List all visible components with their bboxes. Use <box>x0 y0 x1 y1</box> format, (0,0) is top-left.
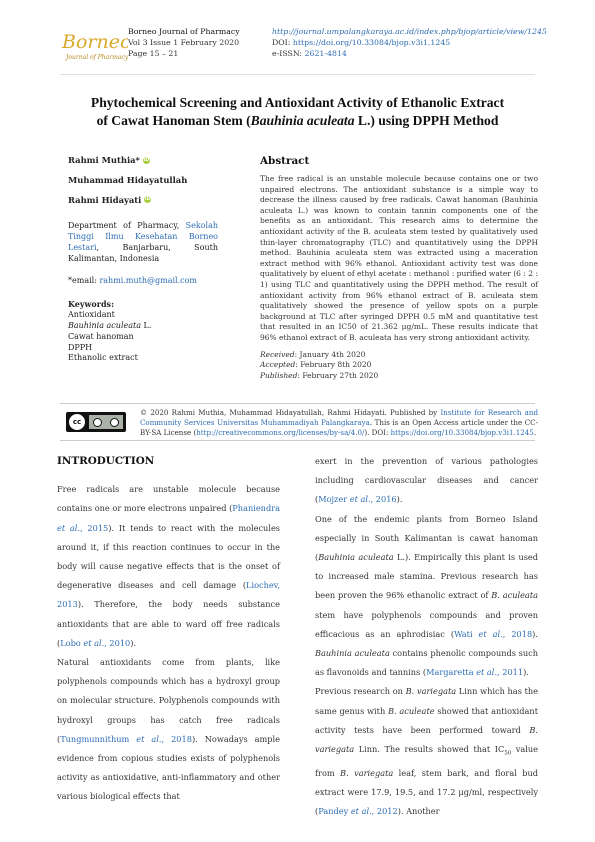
eissn-line <box>272 48 547 59</box>
section-divider <box>60 403 535 404</box>
published-date: Published: February 27th 2020 <box>260 370 379 380</box>
keywords-heading: Keywords: <box>68 299 115 310</box>
affiliation: Department of Pharmacy, Sekolah Tinggi Ilmu Kesehatan Borneo Lestari, Banjarbaru, South Kalimantan, Indonesia <box>68 221 218 263</box>
license-doi-link[interactable]: https://doi.org/10.33084/bjop.v3i1.1245 <box>390 427 534 437</box>
accepted-date: Accepted: February 8th 2020 <box>260 360 372 370</box>
introduction-heading: INTRODUCTION <box>57 455 155 467</box>
abstract-text: The free radical is an unstable molecule because contains one or two unpaired electrons. The antioxidant substance is a simple way to decrease the illness caused by free radicals. Cawat hanoman (Bauhinia aculeata L.) was known to contain tannin components one of the benefits as an antioxidant. This research aims to determine the antioxidant activity of the B. aculeata stem tested by qualitatively used thin-layer chromatography (TLC) and quantitatively using the DPPH method. Bauhinia aculeata stem was extracted using a maceration extract method with 96% ethanol. Antioxidant activity test was done qualitatively by eluent of ethyl acetate : methanol : purified water (6 : 2 : 1) using TLC and quantitatively using the DPPH method. The result of antioxidant activity from 96% ethanol extract of B. aculeata stem qualitatively showed the presence of yellow spots on a purple background at TLC after syringed DPPH 0.5 mM and quantitative test that resulted in an IC50 of 21.362 μg/mL. These results indicate that 96% ethanol extract of B. aculeata has very strong antioxidant activity. <box>260 174 538 342</box>
citation-link[interactable]: Mojzer et al., 2016 <box>318 494 397 505</box>
received-date: Received: January 4th 2020 <box>260 349 366 359</box>
author-1: Rahmi Muthia* iD <box>68 155 150 165</box>
journal-logo <box>60 26 128 66</box>
doi-line <box>272 37 547 48</box>
body-paragraph: exert in the prevention of various pathologies including cardiovascular diseases and cancer (Mojzer et al., 2016). <box>315 456 538 505</box>
keyword-item: Antioxidant <box>68 310 115 320</box>
article-dates <box>260 350 538 382</box>
logo-wordmark: Borneo <box>62 31 128 53</box>
cc-icon: cc <box>69 414 85 430</box>
journal-pages: Page 15 – 21 <box>128 49 179 58</box>
sa-icon <box>110 418 119 427</box>
keyword-item: Bauhinia aculeata L. <box>68 320 152 330</box>
eissn-label: e-ISSN: <box>272 49 305 58</box>
abstract-heading: Abstract <box>260 155 310 167</box>
body-paragraph: Natural antioxidants come from plants, like polyphenols compounds which has a hydroxyl group on molecular structure. Polyphenols compounds with hydroxyl groups has catch free radicals (Tungmunnithum et al., 2018). Nowadays ample evidence from copious studies exists of polyphenols activity as antioxidative, anti-inflammatory and other various biological effects that <box>57 657 280 802</box>
section-divider <box>60 440 535 441</box>
citation-link[interactable]: Margaretta et al., 2011 <box>426 667 524 678</box>
body-paragraph: Free radicals are unstable molecule because contains one or more electrons unpaired (Phaniendra et al., 2015). It tends to react with the molecules around it, if this reaction continues to occur in the body will cause negative effects that is the onset of degenerative diseases and cell damage (Liochev, 2013). Therefore, the body needs substance antioxidants that are able to ward off free radicals (Lobo et al., 2010). <box>57 484 280 648</box>
journal-name: Borneo Journal of Pharmacy <box>128 27 240 36</box>
author-2: Muhammad Hidayatullah <box>68 174 188 185</box>
journal-issue: Vol 3 Issue 1 February 2020 <box>128 38 240 47</box>
institution-link[interactable]: Sekolah Tinggi Ilmu Kesehatan Borneo Lestari <box>68 221 218 252</box>
title-line-2: of Cawat Hanoman Stem (Bauhinia aculeata L.) using DPPH Method <box>96 113 499 128</box>
orcid-icon[interactable]: iD <box>143 156 150 163</box>
citation-link[interactable]: Lobo et al., 2010 <box>60 637 131 648</box>
cc-by-sa-badge[interactable] <box>66 412 126 432</box>
orcid-icon[interactable]: iD <box>144 196 151 203</box>
citation-link[interactable]: Tungmunnithum et al., 2018 <box>60 733 192 744</box>
eissn-link[interactable]: 2621-4814 <box>304 49 347 58</box>
logo-subtext: Journal of Pharmacy <box>66 54 128 61</box>
article-url-link[interactable]: http://journal.umpalangkaraya.ac.id/index.php/bjop/article/view/1245 <box>272 27 547 36</box>
journal-meta <box>128 26 240 59</box>
publisher-link[interactable]: Institute for Research and Community Services Universitas Muhammadiyah Palangkaraya <box>140 408 539 427</box>
author-3: Rahmi Hidayati iD <box>68 194 151 205</box>
citation-link[interactable]: Pandey et al., 2012 <box>318 806 398 817</box>
corresponding-email: *email: rahmi.muth@gmail.com <box>68 275 198 285</box>
journal-links <box>272 26 547 59</box>
body-paragraph: One of the endemic plants from Borneo Island especially in South Kalimantan is cawat hanoman (Bauhinia aculeata L.). Empirically this plant is used to increased male stamina. Previous research has been proven the 96% ethanolic extract of B. aculeata stem have polyphenols compounds and proven efficacious as an aphrodisiac (Wati et al., 2018). Bauhinia aculeata contains phenolic compounds such as flavonoids and tannins (Margaretta et al., 2011). <box>315 513 539 678</box>
by-icon <box>93 418 102 427</box>
author-info-column <box>68 155 218 364</box>
keyword-item: Cawat hanoman <box>68 331 134 341</box>
keyword-item: Ethanolic extract <box>68 353 138 363</box>
article-title <box>70 94 525 130</box>
body-column-right <box>315 452 538 822</box>
license-url-link[interactable]: http://creativecommons.org/licenses/by-sa/4.0/ <box>196 427 365 437</box>
license-text: © 2020 Rahmi Muthia, Muhammad Hidayatullah, Rahmi Hidayati. Published by Institute for Research and Community Services Universitas Muhammadiyah Palangkaraya. This is an Open Access article under the CC-BY-SA License (http://creativecommons.org/licenses/by-sa/4.0/). DOI: https://doi.org/10.33084/bjop.v3i1.1245. <box>140 408 539 437</box>
body-column-left <box>57 452 280 807</box>
abstract-section <box>260 155 538 381</box>
email-link[interactable]: rahmi.muth@gmail.com <box>99 275 198 285</box>
doi-link[interactable]: https://doi.org/10.33084/bjop.v3i1.1245 <box>292 38 451 47</box>
citation-link[interactable]: Liochev, 2013 <box>57 580 280 610</box>
doi-label: DOI: <box>272 38 293 47</box>
body-paragraph: Previous research on B. variegata Linn which has the same genus with B. aculeate showed that antioxidant activity tests have been performed toward B. variegata Linn. The results showed that $IC_{50}$ value from B. variegata leaf, stem bark, and floral bud extract were 17.9, 19.5, and 17.2 μg/ml, respectively (Pandey et al., 2012). Another <box>315 686 538 817</box>
citation-link[interactable]: Phaniendra et al., 2015 <box>57 503 280 533</box>
header-divider <box>60 74 535 75</box>
title-line-1: Phytochemical Screening and Antioxidant Activity of Ethanolic Extract <box>90 95 505 110</box>
citation-link[interactable]: Wati et al., 2018 <box>454 628 533 639</box>
keyword-item: DPPH <box>68 342 93 352</box>
